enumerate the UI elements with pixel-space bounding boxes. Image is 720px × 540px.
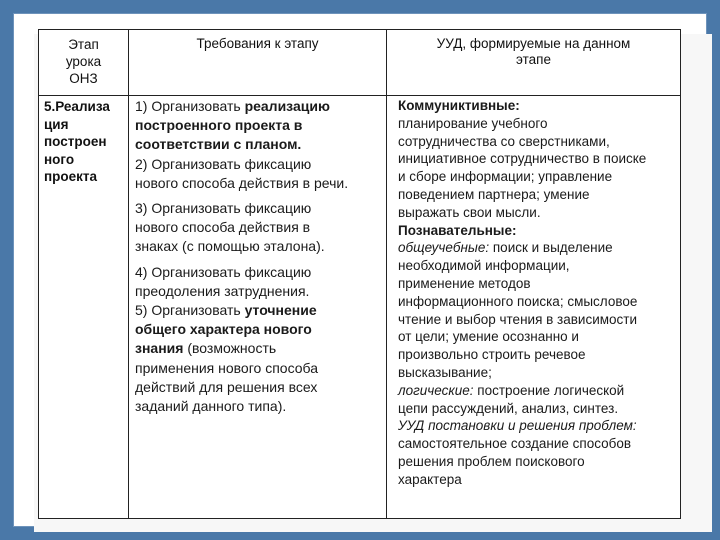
header-stage-line2: урока: [65, 54, 102, 69]
requirement-5-cont: заданий данного типа).: [135, 398, 287, 415]
cognitive-title: Познавательные:: [398, 222, 517, 238]
table-row: [39, 96, 681, 519]
header-stage: [39, 30, 129, 96]
header-requirements-text: Требования к этапу: [196, 36, 319, 51]
uud-line: информационного поиска; смысловое: [398, 293, 638, 309]
requirement-4-cont: преодоления затруднения.: [135, 282, 310, 299]
stage-line: ция: [44, 116, 69, 132]
requirement-2: 2) Организовать фиксацию: [135, 155, 312, 172]
uud-line: и сборе информации; управление: [398, 169, 613, 185]
uud-line: планирование учебного: [398, 115, 548, 131]
logic-label: логические:: [398, 382, 474, 398]
uud-line: логические: построение логической: [398, 382, 625, 398]
general-label: общеучебные:: [398, 240, 490, 256]
uud-line: высказывание;: [398, 364, 492, 380]
uud-line: применение методов: [398, 275, 531, 291]
lesson-stage-table: [38, 29, 681, 519]
uud-line: характера: [398, 471, 462, 487]
requirement-3: 3) Организовать фиксацию: [135, 200, 312, 217]
uud-line: самостоятельное создание способов: [398, 436, 632, 452]
stage-line: построен: [44, 134, 107, 149]
requirement-5-cont: применения нового способа: [135, 359, 318, 376]
uud-line: решения проблем поискового: [398, 453, 585, 469]
header-uud: [387, 30, 681, 96]
requirements-cell: [129, 96, 387, 519]
table-header-row: [39, 30, 681, 96]
stage-line: 5.Реализа: [44, 99, 110, 114]
stage-cell: [39, 96, 129, 519]
requirement-4: 4) Организовать фиксацию: [135, 263, 312, 280]
uud-line: произвольно строить речевое: [398, 347, 586, 363]
requirement-2-cont: нового способа действия в речи.: [135, 174, 349, 191]
header-requirements: [129, 30, 387, 96]
uud-line: от цели; умение осознанно и: [398, 329, 579, 345]
header-stage-line3: ОНЗ: [69, 71, 98, 86]
uud-cell: [387, 96, 681, 519]
uud-line: цепи рассуждений, анализ, синтез.: [398, 400, 619, 416]
requirement-1-cont: построенного проекта в: [135, 117, 303, 134]
requirement-1: 1) Организовать реализацию: [135, 98, 330, 114]
requirement-5-cont: знания (возможность: [135, 340, 277, 357]
requirement-5-cont: действий для решения всех: [135, 378, 318, 395]
uud-line: сотрудничества со сверстниками,: [398, 133, 610, 149]
requirement-5-cont: общего характера нового: [135, 321, 312, 338]
stage-line: проекта: [44, 169, 98, 184]
problem-label: УУД постановки и решения проблем:: [398, 418, 637, 434]
uud-line: инициативное сотрудничество в поиске: [398, 151, 647, 167]
communicative-title: Коммуниктивные:: [398, 98, 520, 113]
requirement-5: 5) Организовать уточнение: [135, 302, 317, 319]
uud-line: чтение и выбор чтения в зависимости: [398, 311, 638, 327]
uud-line: поведением партнера; умение: [398, 186, 590, 202]
requirement-3-cont: знаках (с помощью эталона).: [135, 238, 325, 255]
stage-line: ного: [44, 151, 75, 167]
uud-line: общеучебные: поиск и выделение: [398, 240, 613, 256]
requirement-1-cont: соответствии с планом.: [135, 136, 302, 153]
requirement-3-cont: нового способа действия в: [135, 219, 311, 236]
header-stage-line1: Этап: [68, 37, 99, 52]
uud-line: необходимой информации,: [398, 258, 570, 274]
header-uud-line1: УУД, формируемые на данном: [436, 36, 631, 51]
uud-line: выражать свои мысли.: [398, 204, 541, 220]
header-uud-line2: этапе: [516, 52, 551, 67]
